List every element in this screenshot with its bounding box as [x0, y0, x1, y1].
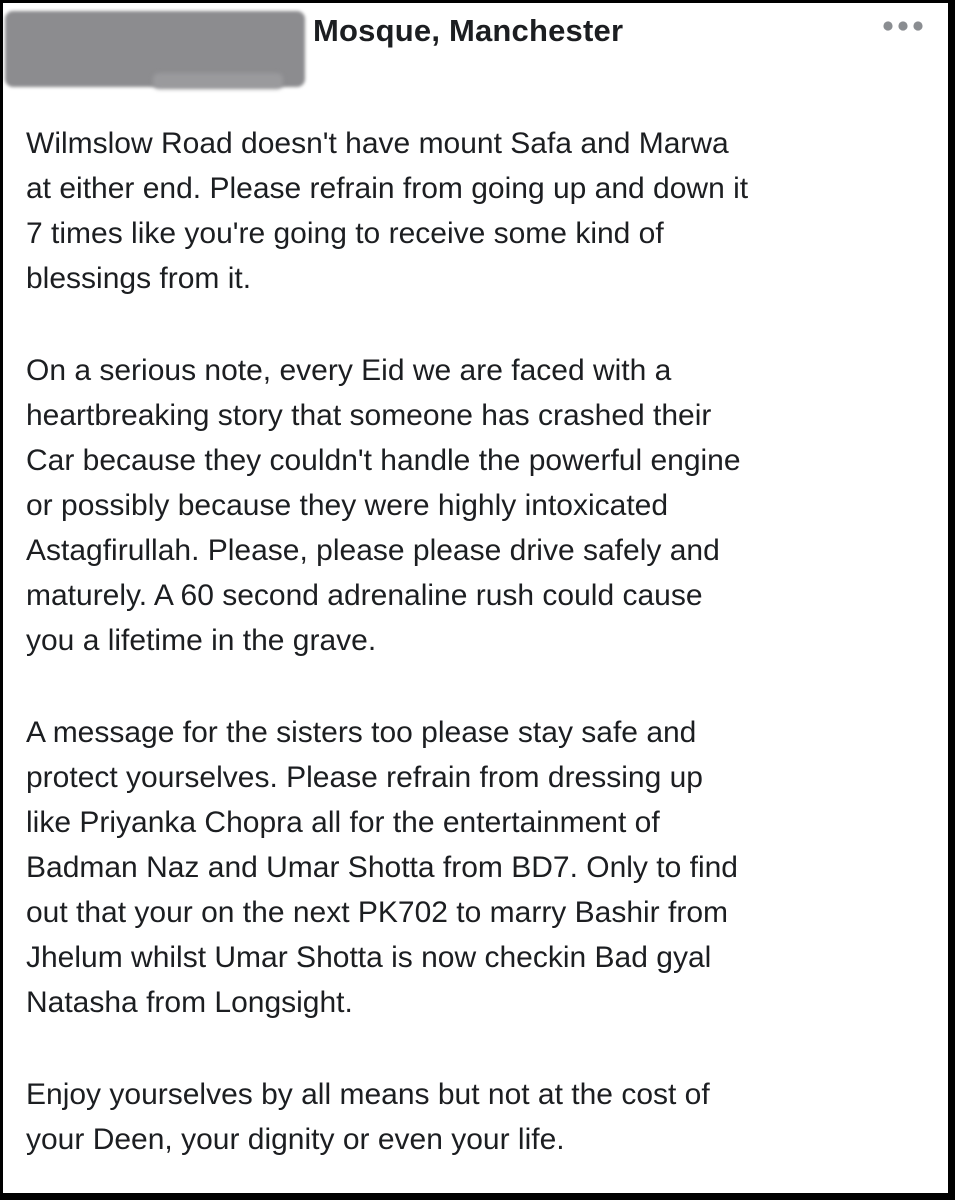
post-card	[3, 3, 948, 1193]
text-line: out that your on the next PK702 to marry Bashir from	[26, 896, 729, 929]
page-name[interactable]: Mosque, Manchester	[313, 13, 624, 48]
text-line: Wilmslow Road doesn't have mount Safa and Marwa	[26, 127, 729, 160]
text-line: blessings from it.	[26, 262, 252, 295]
text-line: Car because they couldn't handle the powerful engine	[26, 444, 741, 477]
text-line: like Priyanka Chopra all for the entertainment of	[26, 806, 660, 839]
text-line: On a serious note, every Eid we are faced with a	[26, 354, 672, 387]
post-header	[3, 3, 948, 103]
text-line: protect yourselves. Please refrain from dressing up	[26, 761, 703, 794]
text-line: or possibly because they were highly intoxicated	[26, 489, 669, 522]
text-line: your Deen, your dignity or even your life.	[26, 1123, 565, 1156]
more-horizontal-icon	[881, 19, 925, 33]
text-line: Jhelum whilst Umar Shotta is now checkin Bad gyal	[26, 941, 712, 974]
text-line: Badman Naz and Umar Shotta from BD7. Only to find	[26, 851, 738, 884]
text-line: Enjoy yourselves by all means but not at the cost of	[26, 1078, 710, 1111]
text-line: Natasha from Longsight.	[26, 986, 353, 1019]
post-text	[26, 121, 931, 1193]
text-line: 7 times like you're going to receive some kind of	[26, 217, 664, 250]
text-line: A message for the sisters too please stay safe and	[26, 716, 697, 749]
text-line: at either end. Please refrain from going up and down it	[26, 172, 749, 205]
redacted-post-meta	[153, 73, 283, 89]
text-line: you a lifetime in the grave.	[26, 624, 377, 657]
post-paragraph	[26, 1072, 931, 1162]
text-line: Astagfirullah. Please, please please drive safely and	[26, 534, 720, 567]
post-paragraph	[26, 121, 931, 301]
text-line: maturely. A 60 second adrenaline rush could cause	[26, 579, 703, 612]
more-options-button[interactable]	[875, 11, 931, 41]
post-paragraph	[26, 348, 931, 663]
text-line: heartbreaking story that someone has crashed their	[26, 399, 712, 432]
post-paragraph	[26, 710, 931, 1025]
